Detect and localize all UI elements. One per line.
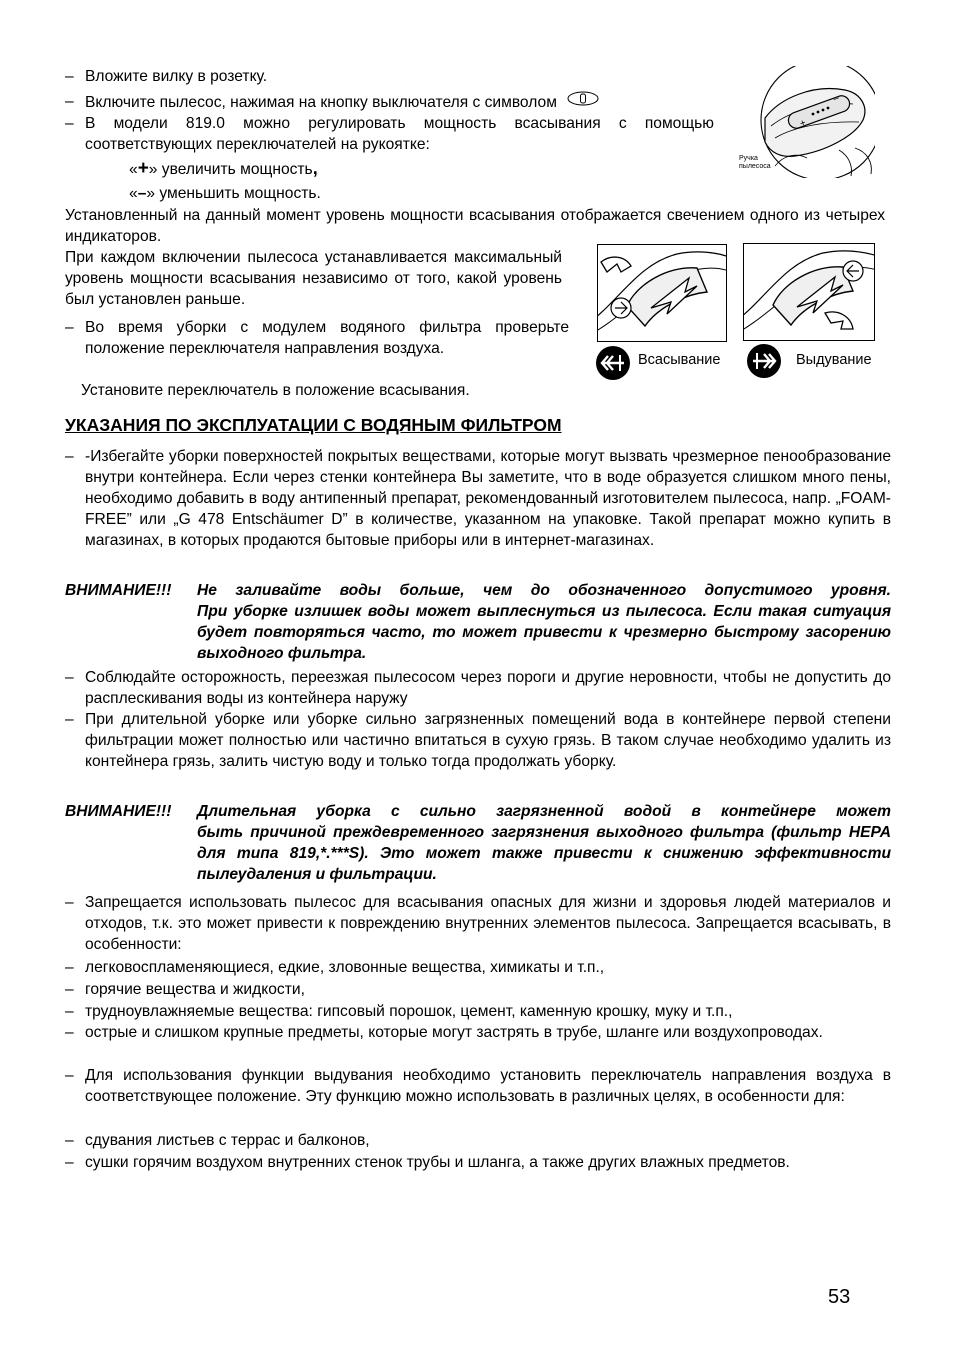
section-heading: УКАЗАНИЯ ПО ЭКСПЛУАТАЦИИ С ВОДЯНЫМ ФИЛЬТРОМ <box>65 415 562 435</box>
bullet-dash: – <box>65 115 74 132</box>
list-item-text: Для использования функции выдувания необходимо установить переключатель направления воздуха в соответствующее положение. Эту функцию можно использовать в различных целях, в особенности для: <box>85 1067 891 1105</box>
quote-open: « <box>129 185 138 202</box>
increase-power-line <box>129 158 318 180</box>
warning-text-first-line: Не заливайте воды больше, чем до обозначенного допустимого уровня. <box>197 582 891 599</box>
list-item <box>65 1001 891 1022</box>
list-item-text: Во время уборки с модулем водяного фильтра проверьте положение переключателя направления воздуха. <box>85 319 569 357</box>
list-item-text: -Избегайте уборки поверхностей покрытых веществами, которые могут вызвать чрезмерное пенообразование внутри контейнера. Если через стенки контейнера Вы заметите, что в воде образуется слишком много пены, необходимо добавить в воду антипенный препарат, рекомендованный изготовителем пылесоса, напр. „FOAM-FREE” или „G 478 Entschäumer D” в количестве, указанном на упаковке. Такой препарат можно купить в магазинах, в которых продаются бытовые приборы или в интернет-магазинах. <box>85 448 891 549</box>
list-item-text: Включите пылесос, нажимая на кнопку выключателя с символом <box>85 94 557 111</box>
bullet-dash: – <box>65 1024 74 1041</box>
bullet-dash: – <box>65 93 74 110</box>
list-item-text: острые и слишком крупные предметы, которые могут застрять в трубе, шланге или воздухопроводах. <box>85 1024 823 1041</box>
list-item <box>65 113 714 155</box>
suction-position-illustration <box>597 244 727 342</box>
plus-sign: + <box>137 158 149 179</box>
minus-sign: – <box>137 185 147 202</box>
list-item <box>65 957 891 978</box>
bullet-dash: – <box>65 1003 74 1020</box>
list-item <box>65 317 569 359</box>
list-item <box>65 1065 891 1107</box>
list-item-text: трудноувлажняемые вещества: гипсовый порошок, цемент, каменную крошку, муку и т.п., <box>85 1003 733 1020</box>
svg-text:+: + <box>798 117 808 130</box>
list-item-text: легковоспламеняющиеся, едкие, зловонные вещества, химикаты и т.п., <box>85 959 605 976</box>
power-switch-symbol-icon <box>567 91 599 106</box>
bullet-dash: – <box>65 1154 74 1171</box>
list-item <box>65 66 705 87</box>
warning-text: быть причиной преждевременного загрязнения выходного фильтра (фильтр HEPA для типа 819,*.***S). Это может также привести к снижению эффективности пылеудаления и фильтрации. <box>197 824 891 883</box>
list-item <box>65 1022 891 1043</box>
list-item <box>65 667 891 709</box>
list-item-text: Запрещается использовать пылесос для всасывания опасных для жизни и здоровья людей материалов и отходов, т.к. это может привести к повреждению внутренних элементов пылесоса. Запрещается всасывать, в особенности: <box>85 894 891 953</box>
bullet-dash: – <box>65 959 74 976</box>
list-item-text: сдувания листьев с террас и балконов, <box>85 1132 370 1149</box>
bullet-dash: – <box>65 711 74 728</box>
suction-label: Всасывание <box>638 352 721 368</box>
paragraph-max-power: При каждом включении пылесоса устанавливается максимальный уровень мощности всасывания независимо от того, какой уровень был установлен раньше. <box>65 249 562 308</box>
blowing-symbol-icon <box>745 342 783 380</box>
blowing-position-illustration <box>743 243 875 341</box>
quote-open: « <box>129 161 138 178</box>
comma: , <box>312 158 318 178</box>
list-item <box>65 1152 891 1173</box>
page-number: 53 <box>828 1286 851 1308</box>
bullet-dash: – <box>65 669 74 686</box>
set-switch-instruction: Установите переключатель в положение всасывания. <box>81 382 470 399</box>
warning-text-first-line: Длительная уборка с сильно загрязненной водой в контейнере может <box>197 803 891 820</box>
decrease-power-line <box>129 183 321 204</box>
bullet-dash: – <box>65 981 74 998</box>
list-item-text: горячие вещества и жидкости, <box>85 981 305 998</box>
suction-symbol-icon <box>594 344 632 382</box>
warning-text: При уборке излишек воды может выплеснуться из пылесоса. Если такая ситуация будет повторяться часто, то может привести к чрезмерно быстрому засорению выходного фильтра. <box>197 603 891 662</box>
list-item-text: В модели 819.0 можно регулировать мощность всасывания с помощью соответствующих переключателей на рукоятке: <box>85 115 714 153</box>
handle-caption: Ручка пылесоса <box>739 155 771 170</box>
list-item-text: При длительной уборке или уборке сильно загрязненных помещений вода в контейнере первой степени фильтрации может полностью или частично впитаться в сухую грязь. В таком случае необходимо удалить из контейнера грязь, залить чистую воду и только тогда продолжать уборку. <box>85 711 891 770</box>
list-item <box>65 91 705 113</box>
list-item <box>65 979 891 1000</box>
bullet-dash: – <box>65 894 74 911</box>
list-item-text: Соблюдайте осторожность, переезжая пылесосом через пороги и другие неровности, чтобы не допустить до расплескивания воды из контейнера наружу <box>85 669 891 707</box>
list-item-text: сушки горячим воздухом внутренних стенок трубы и шланга, а также других влажных предметов. <box>85 1154 790 1171</box>
increase-power-text: » увеличить мощность <box>148 161 313 178</box>
bullet-dash: – <box>65 1067 74 1084</box>
warning-label: ВНИМАНИЕ!!! <box>65 803 172 820</box>
blowing-label: Выдувание <box>796 352 872 368</box>
list-item <box>65 709 891 772</box>
svg-text:–: – <box>831 92 841 105</box>
decrease-power-text: » уменьшить мощность. <box>146 185 321 202</box>
list-item <box>65 1130 891 1151</box>
list-item <box>65 892 891 955</box>
list-item-text: Вложите вилку в розетку. <box>85 68 268 85</box>
warning-label: ВНИМАНИЕ!!! <box>65 582 172 599</box>
bullet-dash: – <box>65 319 74 336</box>
bullet-dash: – <box>65 448 74 465</box>
bullet-dash: – <box>65 1132 74 1149</box>
paragraph-indicators: Установленный на данный момент уровень мощности всасывания отображается свечением одного из четырех индикаторов. <box>65 207 885 245</box>
bullet-dash: – <box>65 68 74 85</box>
list-item <box>65 446 891 551</box>
